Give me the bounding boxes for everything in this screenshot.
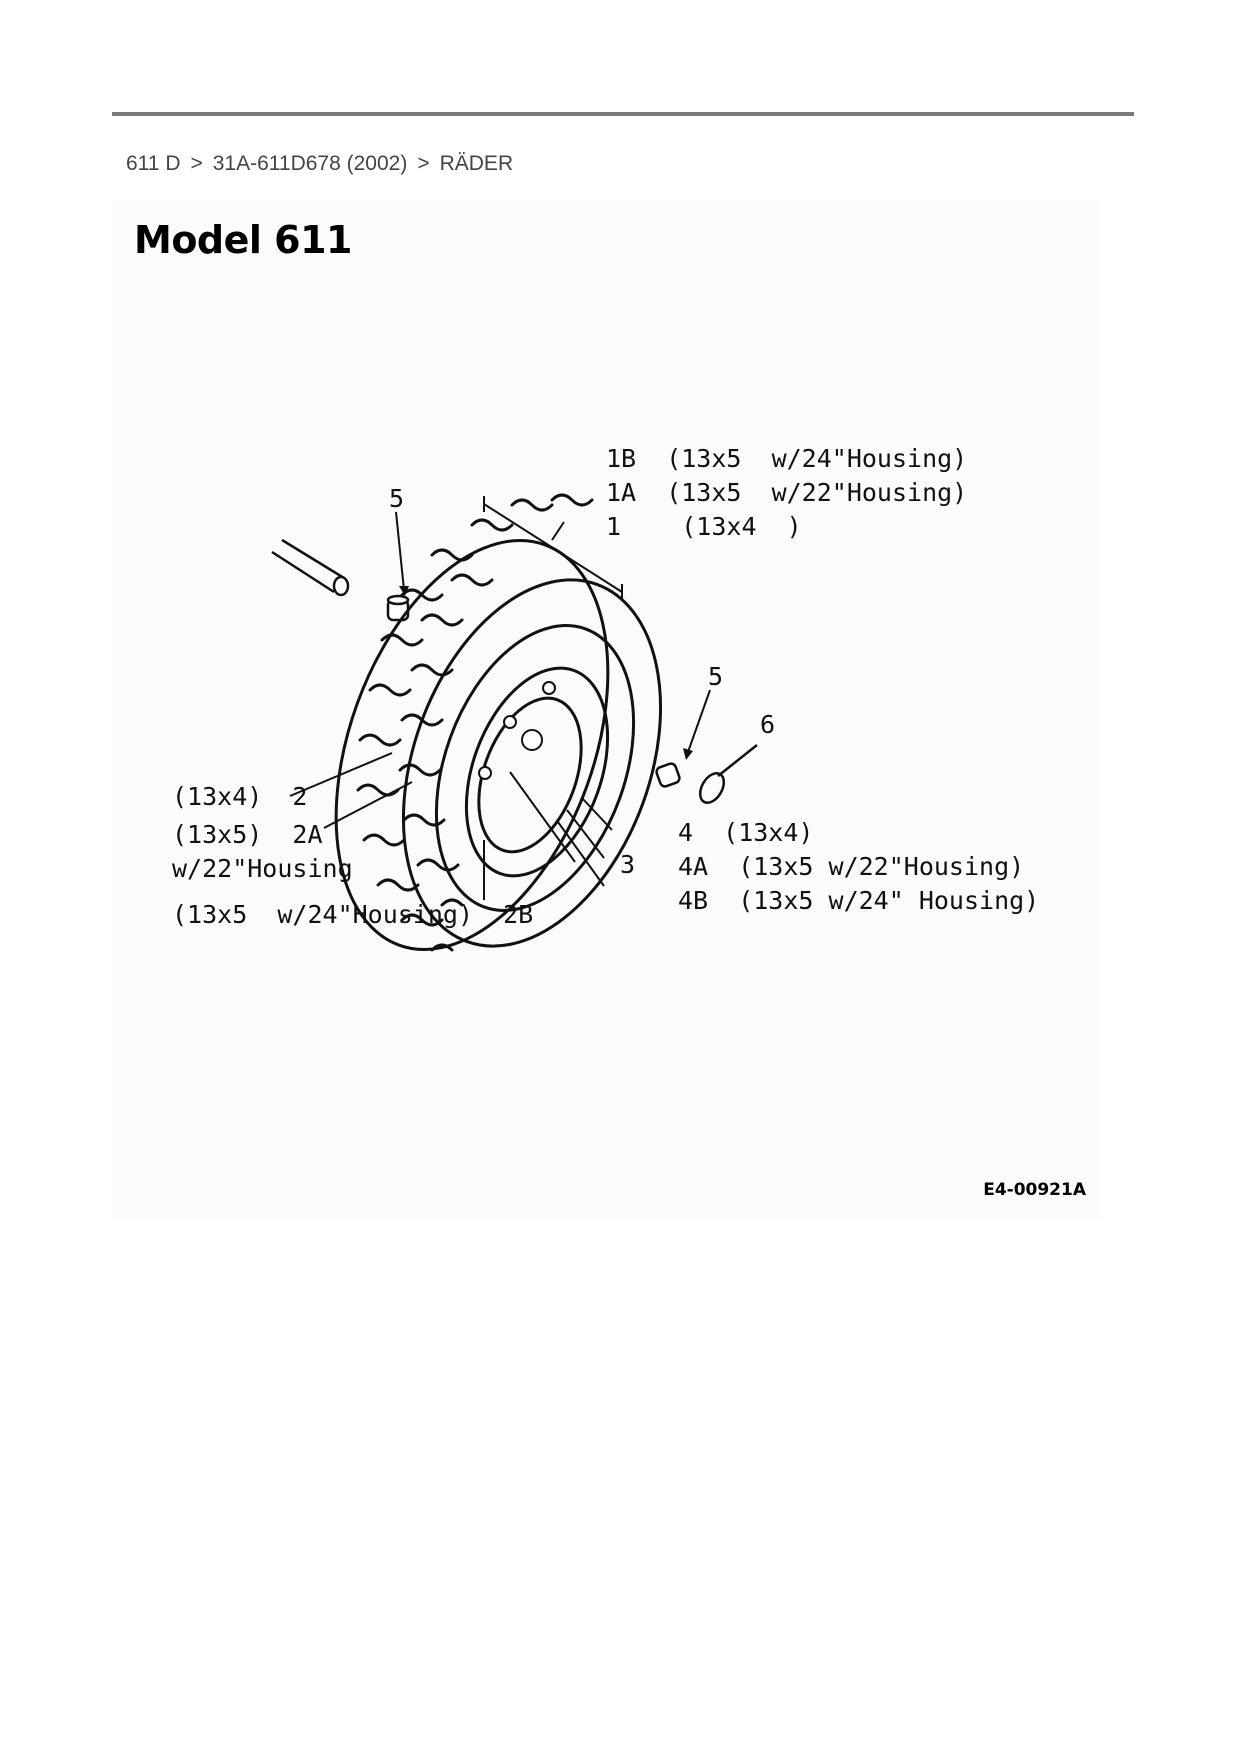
breadcrumb-item-serial[interactable]: 31A-611D678 (2002) <box>212 152 408 175</box>
breadcrumb-separator: > <box>417 152 430 175</box>
breadcrumb-item-model[interactable]: 611 D <box>126 152 181 175</box>
wheel-assembly-drawing <box>112 200 1100 1218</box>
tire-tread <box>358 495 592 950</box>
parts-diagram <box>112 200 1100 1218</box>
bracket-1 <box>484 496 622 600</box>
axle-shaft <box>272 540 348 595</box>
spacer-right <box>655 762 681 788</box>
label-2: (13x4) 2 <box>172 782 308 811</box>
drawing-code: E4-00921A <box>983 1180 1086 1200</box>
label-2A-housing: w/22"Housing <box>172 854 353 883</box>
label-1A: 1A (13x5 w/22"Housing) <box>606 478 968 507</box>
hub-holes <box>479 682 555 779</box>
leader-5b <box>688 690 710 752</box>
hairpin-clip <box>695 745 757 807</box>
label-4A: 4A (13x5 w/22"Housing) <box>678 852 1025 881</box>
label-6: 6 <box>760 710 776 739</box>
label-4: 4 (13x4) <box>678 818 814 847</box>
leader-5a <box>396 512 404 590</box>
label-3: 3 <box>620 850 636 879</box>
diagram-title: Model 611 <box>134 218 352 262</box>
breadcrumb <box>126 152 513 176</box>
label-2B: (13x5 w/24"Housing) 2B <box>172 900 534 929</box>
top-divider <box>112 112 1134 116</box>
label-4B: 4B (13x5 w/24" Housing) <box>678 886 1040 915</box>
label-2A: (13x5) 2A <box>172 820 323 849</box>
breadcrumb-item-section: RÄDER <box>439 152 514 175</box>
label-5-left: 5 <box>389 484 405 513</box>
label-1: 1 (13x4 ) <box>606 512 802 541</box>
breadcrumb-separator: > <box>190 152 203 175</box>
label-5-right: 5 <box>708 662 724 691</box>
label-1B: 1B (13x5 w/24"Housing) <box>606 444 968 473</box>
